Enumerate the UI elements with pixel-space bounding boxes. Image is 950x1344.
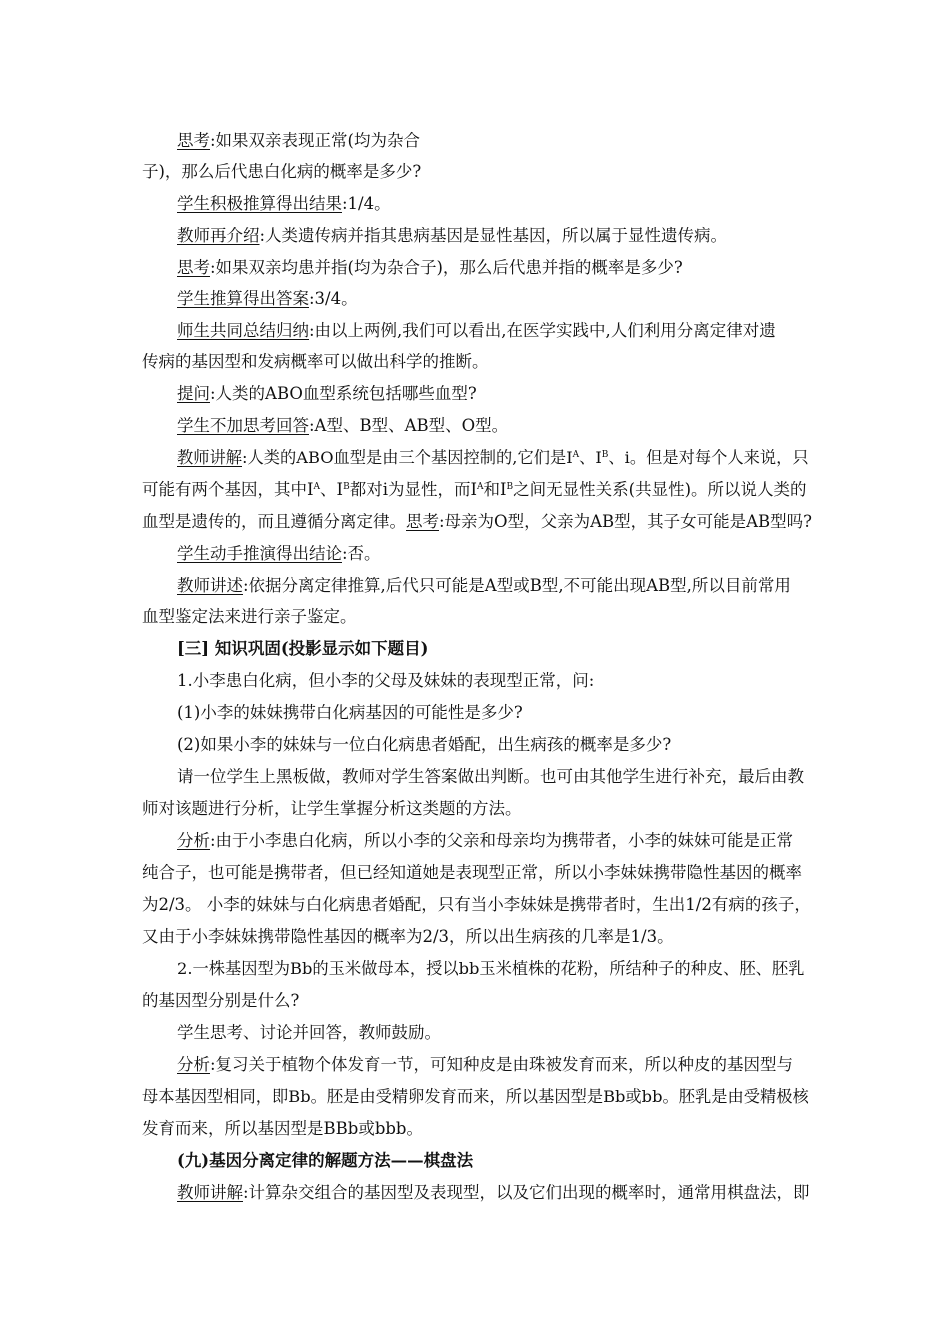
label-student-conclusion: 学生动手推演得出结论 bbox=[177, 544, 342, 563]
line-text: 之间无显性关系(共显性)。所以说人类的 bbox=[513, 480, 807, 499]
paragraph-line: 师对该题进行分析，让学生掌握分析这类题的方法。 bbox=[142, 799, 522, 818]
paragraph-line bbox=[177, 415, 508, 437]
section-heading: [三] 知识巩固(投影显示如下题目) bbox=[177, 639, 429, 658]
section-heading: (九)基因分离定律的解题方法——棋盘法 bbox=[177, 1151, 474, 1170]
line-text: 可能有两个基因，其中I bbox=[142, 480, 314, 499]
line-text: 血型是遗传的，而且遵循分离定律。 bbox=[142, 512, 406, 531]
question-line: 2.一株基因型为Bb的玉米做母本，授以bb玉米植株的花粉，所结种子的种皮、胚、胚乳 bbox=[177, 959, 805, 978]
label-student-reply: 学生不加思考回答 bbox=[177, 416, 309, 435]
superscript: B bbox=[601, 450, 609, 460]
label-teacher-intro: 教师再介绍 bbox=[177, 226, 260, 245]
line-text: :3/4。 bbox=[309, 289, 358, 308]
paragraph-line bbox=[177, 1054, 793, 1076]
label-teacher-narrate: 教师讲述 bbox=[177, 576, 243, 595]
paragraph-line bbox=[142, 479, 807, 501]
superscript: A bbox=[572, 450, 580, 460]
paragraph-line bbox=[177, 193, 391, 215]
label-think: 思考 bbox=[406, 512, 439, 531]
paragraph-line bbox=[177, 257, 683, 279]
line-text: :由于小李患白化病，所以小李的父亲和母亲均为携带者，小李的妹妹可能是正常 bbox=[210, 831, 794, 850]
label-think: 思考 bbox=[177, 131, 210, 150]
line-text: 、I bbox=[320, 480, 344, 499]
line-text: :A型、B型、AB型、O型。 bbox=[309, 416, 509, 435]
paragraph-line: 又由于小李妹妹携带隐性基因的概率为2/3，所以出生病孩的几率是1/3。 bbox=[142, 927, 674, 946]
line-text: :依据分离定律推算,后代只可能是A型或B型,不可能出现AB型,所以目前常用 bbox=[243, 576, 791, 595]
label-analysis: 分析 bbox=[177, 1055, 210, 1074]
paragraph-line: 发育而来，所以基因型是BBb或bbb。 bbox=[142, 1119, 423, 1138]
label-summary: 师生共同总结归纳 bbox=[177, 321, 309, 340]
superscript: B bbox=[343, 482, 350, 492]
line-text: :否。 bbox=[342, 544, 381, 563]
question-line: 1.小李患白化病，但小李的父母及妹妹的表现型正常，问: bbox=[177, 671, 595, 690]
paragraph-line bbox=[177, 225, 727, 247]
paragraph-line bbox=[142, 511, 812, 533]
line-text: 、i。但是对每个人来说，只 bbox=[608, 448, 809, 467]
paragraph-line bbox=[177, 1182, 810, 1204]
line-text: :1/4。 bbox=[342, 194, 391, 213]
line-text: :如果双亲表现正常(均为杂合 bbox=[210, 131, 420, 150]
paragraph-line bbox=[177, 130, 420, 152]
line-text: :计算杂交组合的基因型及表现型，以及它们出现的概率时，通常用棋盘法，即 bbox=[243, 1183, 810, 1202]
paragraph-line bbox=[177, 830, 793, 852]
paragraph-line bbox=[177, 288, 358, 310]
line-text: :由以上两例,我们可以看出,在医学实践中,人们利用分离定律对遗 bbox=[309, 321, 776, 340]
colon-separator: : bbox=[242, 448, 248, 467]
paragraph-line bbox=[177, 543, 381, 565]
question-line: 的基因型分别是什么? bbox=[142, 991, 300, 1010]
paragraph-line: 为2/3。 小李的妹妹与白化病患者婚配，只有当小李妹妹是携带者时，生出1/2有病的孩子， bbox=[142, 895, 811, 914]
superscript: A bbox=[313, 482, 321, 492]
paragraph-line bbox=[177, 575, 791, 597]
paragraph-line: 纯合子，也可能是携带者，但已经知道她是表现型正常，所以小李妹妹携带隐性基因的概率 bbox=[142, 863, 802, 882]
paragraph-line: 请一位学生上黑板做，教师对学生答案做出判断。也可由其他学生进行补充，最后由教 bbox=[177, 767, 804, 786]
line-text: :人类的ABO血型系统包括哪些血型? bbox=[210, 384, 477, 403]
superscript: A bbox=[476, 482, 484, 492]
paragraph-line: 血型鉴定法来进行亲子鉴定。 bbox=[142, 607, 357, 626]
question-line: (2)如果小李的妹妹与一位白化病患者婚配，出生病孩的概率是多少? bbox=[177, 735, 672, 754]
line-text: 、I bbox=[579, 448, 602, 467]
label-student-result: 学生积极推算得出结果 bbox=[177, 194, 342, 213]
label-teacher-explain: 教师讲解 bbox=[177, 1183, 243, 1202]
superscript: B bbox=[506, 482, 514, 492]
line-text: :母亲为O型，父亲为AB型，其子女可能是AB型吗? bbox=[439, 512, 813, 531]
label-think: 思考 bbox=[177, 258, 210, 277]
line-text: :人类遗传病并指其患病基因是显性基因，所以属于显性遗传病。 bbox=[259, 226, 728, 245]
line-text: :复习关于植物个体发育一节，可知种皮是由珠被发育而来，所以种皮的基因型与 bbox=[210, 1055, 794, 1074]
paragraph-line: 学生思考、讨论并回答，教师鼓励。 bbox=[177, 1023, 441, 1042]
question-line: (1)小李的妹妹携带白化病基因的可能性是多少? bbox=[177, 703, 523, 722]
paragraph-line bbox=[177, 447, 809, 469]
paragraph-line: 传病的基因型和发病概率可以做出科学的推断。 bbox=[142, 352, 489, 371]
paragraph-line: 母本基因型相同，即Bb。胚是由受精卵发育而来，所以基因型是Bb或bb。胚乳是由受精极核 bbox=[142, 1087, 809, 1106]
paragraph-line bbox=[177, 383, 477, 405]
label-teacher-explain: 教师讲解 bbox=[177, 448, 242, 467]
line-text: :如果双亲均患并指(均为杂合子)，那么后代患并指的概率是多少? bbox=[210, 258, 683, 277]
line-text: 人类的ABO血型是由三个基因控制的,它们是I bbox=[247, 448, 573, 467]
label-analysis: 分析 bbox=[177, 831, 210, 850]
line-text: 和I bbox=[483, 480, 507, 499]
paragraph-line bbox=[177, 320, 776, 342]
paragraph-line: 子)，那么后代患白化病的概率是多少? bbox=[142, 162, 422, 181]
line-text: 都对i为显性，而I bbox=[349, 480, 477, 499]
label-question: 提问 bbox=[177, 384, 210, 403]
label-student-answer: 学生推算得出答案 bbox=[177, 289, 309, 308]
